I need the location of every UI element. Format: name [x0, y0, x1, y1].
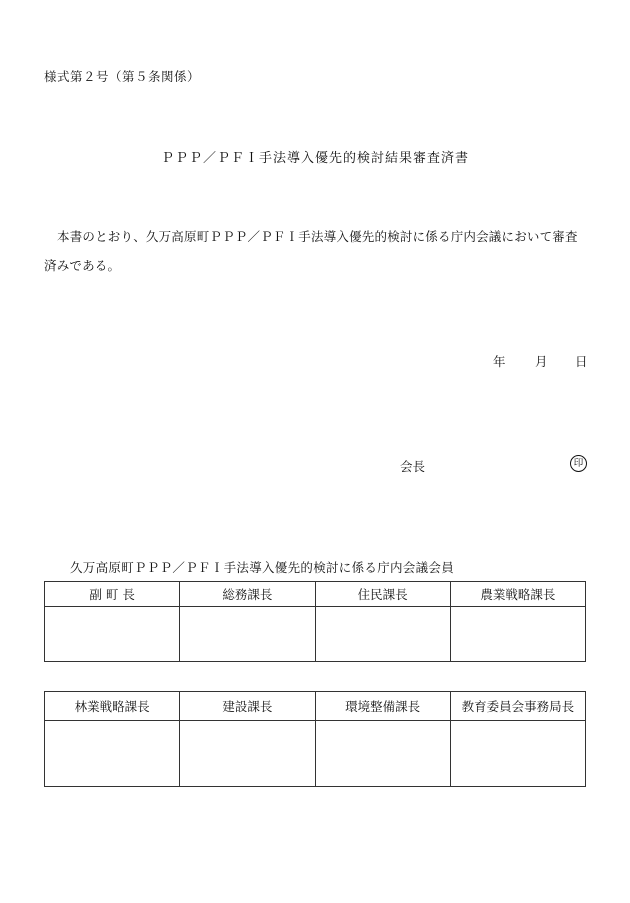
members-table-1: [44, 581, 586, 662]
date-year-label: 年: [493, 354, 506, 369]
signature-cell[interactable]: [45, 721, 180, 787]
signature-cell[interactable]: [180, 607, 315, 662]
table-header-cell: 建設課長: [180, 692, 315, 721]
document-title: ＰＰＰ／ＰＦＩ手法導入優先的検討結果審査済書: [160, 151, 469, 166]
form-number: 様式第２号（第５条関係）: [44, 69, 201, 84]
signature-cell[interactable]: [180, 721, 315, 787]
chair-label: 会長: [400, 459, 426, 474]
table-header-cell: 総務課長: [180, 582, 315, 607]
table-header-row: [45, 582, 586, 607]
body-text: 本書のとおり、久万高原町ＰＰＰ／ＰＦＩ手法導入優先的検討に係る庁内会議において審査済みである。: [44, 229, 578, 273]
date-month-label: 月: [535, 354, 548, 369]
signature-row: [45, 607, 586, 662]
signature-cell[interactable]: [450, 721, 585, 787]
table-header-row: [45, 692, 586, 721]
seal-icon: 印: [570, 455, 587, 472]
signature-row: [45, 721, 586, 787]
signature-cell[interactable]: [315, 607, 450, 662]
table-header-cell: 林業戦略課長: [45, 692, 180, 721]
members-heading: 久万高原町ＰＰＰ／ＰＦＩ手法導入優先的検討に係る庁内会議会員: [70, 560, 455, 575]
table-header-cell: 環境整備課長: [315, 692, 450, 721]
members-table-2: [44, 691, 586, 787]
table-header-cell: 住民課長: [315, 582, 450, 607]
table-header-cell: 農業戦略課長: [450, 582, 585, 607]
table-header-cell: 副 町 長: [45, 582, 180, 607]
signature-cell[interactable]: [315, 721, 450, 787]
date-day-label: 日: [575, 354, 588, 369]
table-header-cell: 教育委員会事務局長: [450, 692, 585, 721]
signature-cell[interactable]: [45, 607, 180, 662]
signature-cell[interactable]: [450, 607, 585, 662]
